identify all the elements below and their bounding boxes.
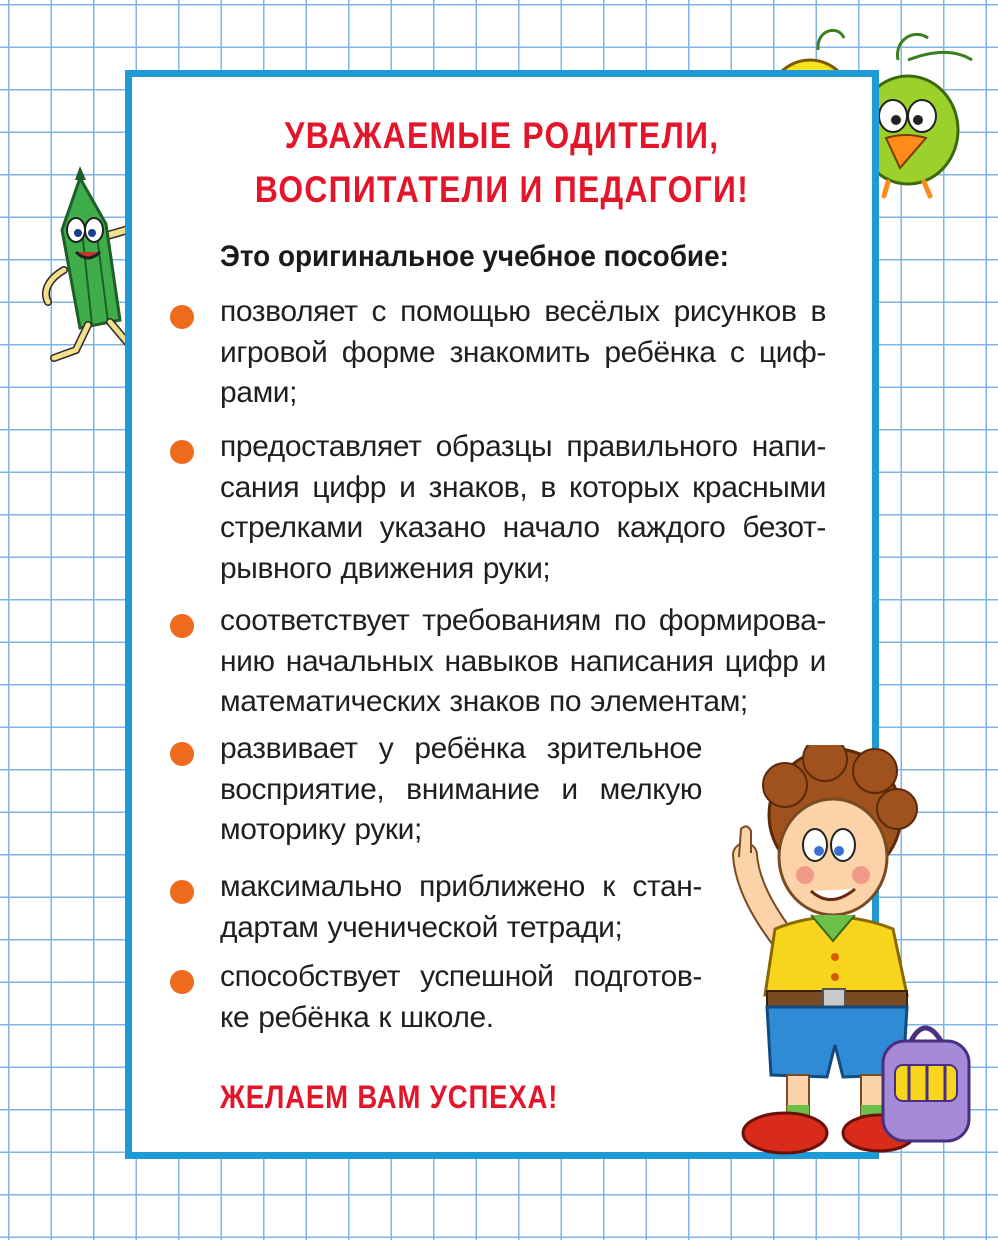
title-line-2: ВОСПИТАТЕЛИ И ПЕДАГОГИ! — [254, 169, 750, 210]
bullet-dot-icon — [170, 440, 194, 464]
list-item-text: позволяет с помощью весёлых рисунков в игровой форме знакомить ребёнка с циф-рами; — [220, 295, 826, 409]
title-line-1: УВАЖАЕМЫЕ РОДИТЕЛИ, — [284, 115, 720, 156]
list-item-text: способствует успешной подготов-ке ребёнка к школе. — [220, 960, 702, 1034]
bullet-dot-icon — [170, 742, 194, 766]
list-item — [220, 729, 702, 851]
list-item-text: соответствует требованиям по формирова-нию начальных навыков написания цифр и математических знаков по элементам; — [220, 604, 826, 718]
list-item — [220, 867, 702, 948]
list-item — [220, 957, 702, 1038]
boy-with-backpack-illustration — [715, 745, 985, 1165]
bullet-dot-icon — [170, 305, 194, 329]
list-item — [220, 292, 826, 414]
bullet-dot-icon — [170, 970, 194, 994]
intro-text: Это оригинальное учебное пособие: — [220, 240, 729, 273]
page-title — [184, 109, 820, 217]
list-item — [220, 601, 826, 723]
bullet-dot-icon — [170, 614, 194, 638]
list-item-text: развивает у ребёнка зрительное восприятие, внимание и мелкую моторику руки; — [220, 732, 702, 846]
list-item-text: максимально приближено к стан-дартам ученической тетради; — [220, 870, 702, 944]
closing-wish: ЖЕЛАЕМ ВАМ УСПЕХА! — [220, 1079, 559, 1115]
bullet-dot-icon — [170, 880, 194, 904]
list-item-text: предоставляет образцы правильного напи-сания цифр и знаков, в которых красными стрелками указано начало каждого безот-рывного движения руки; — [220, 430, 826, 585]
list-item — [220, 427, 826, 589]
